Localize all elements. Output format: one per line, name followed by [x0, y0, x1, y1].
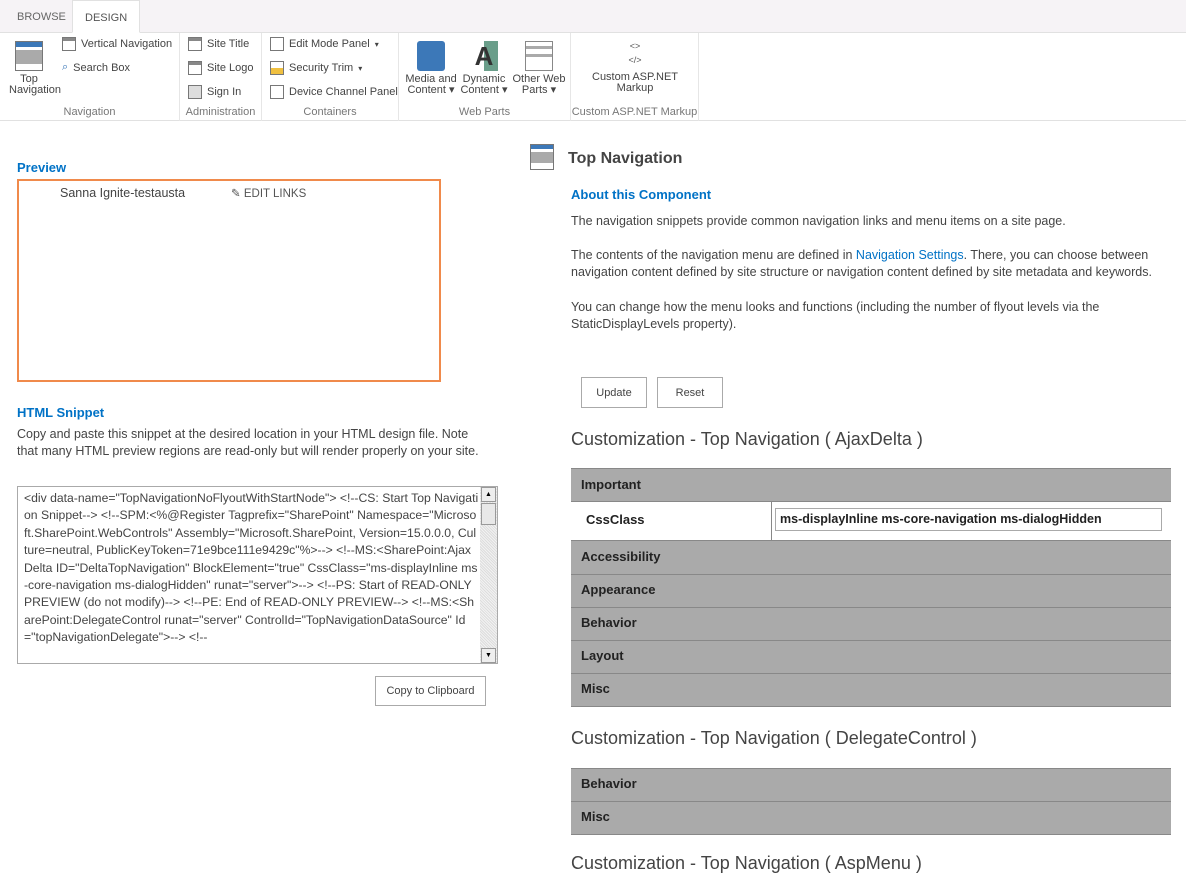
edit-links-label: EDIT LINKS	[243, 188, 307, 200]
sign-in-button[interactable]	[188, 85, 241, 99]
copy-to-clipboard-button[interactable]: Copy to Clipboard	[375, 676, 486, 706]
tab-design[interactable]: DESIGN	[72, 0, 140, 33]
about-p2-text-end: . There, you can choose between navigation content defined by site structure or navigation content defined by site metadata and keywords.	[571, 248, 1152, 279]
code-icon: <> </>	[628, 41, 642, 65]
navigation-group-label: Navigation	[63, 106, 116, 118]
chevron-down-icon: ▾	[358, 63, 363, 73]
section-accessibility[interactable]: Accessibility	[571, 540, 1171, 574]
sign-in-icon	[188, 85, 202, 99]
pencil-icon: ✎	[231, 188, 241, 200]
vertical-navigation-label: Vertical Navigation	[81, 38, 173, 50]
snippet-description: Copy and paste this snippet at the desired location in your HTML design file. Note that many HTML preview regions are read-only but will render properly on your site.	[17, 427, 479, 458]
web-part-icon	[525, 41, 553, 71]
ribbon	[0, 33, 1186, 121]
navigation-group	[0, 33, 180, 121]
media-and-content-button[interactable]: Media and Content ▾	[403, 41, 459, 96]
site-name-link[interactable]: Sanna Ignite-testausta	[60, 186, 186, 200]
ribbon-tabs	[0, 0, 1186, 33]
about-p2-text: The contents of the navigation menu are defined in	[571, 248, 856, 262]
scroll-up-icon[interactable]: ▲	[481, 487, 496, 502]
top-navigation-button[interactable]	[2, 41, 61, 96]
tab-browse[interactable]: BROWSE	[17, 11, 66, 23]
web-parts-group-label: Web Parts	[458, 106, 511, 118]
chevron-down-icon: ▾	[374, 39, 379, 49]
top-navigation-label: Top Navigation	[9, 73, 61, 96]
site-logo-icon	[188, 61, 202, 75]
section-behavior[interactable]: Behavior	[571, 607, 1171, 640]
section-behavior-2[interactable]: Behavior	[571, 768, 1171, 801]
snippet-textarea[interactable]	[17, 486, 498, 664]
speaker-icon	[417, 41, 445, 71]
other-web-parts-button[interactable]: Other Web Parts ▾	[511, 41, 567, 96]
reset-button[interactable]: Reset	[657, 377, 723, 408]
edit-mode-panel-icon	[270, 37, 284, 51]
snippet-code[interactable]: <div data-name="TopNavigationNoFlyoutWithStartNode"> <!--CS: Start Top Navigation Snippet--> <!--SPM:<%@Register Tagprefix="SharePoint" Namespace="Microsoft.SharePoint.WebControls" Assembly="Microsoft.SharePoint, Version=15.0.0.0, Culture=neutral, PublicKeyToken=71e9bce111e9429c"%>--> <!--MS:<SharePoint:AjaxDelta ID="DeltaTopNavigation" BlockElement="true" CssClass="ms-displayInline ms-core-navigation ms-dialogHidden" runat="server">--> <!--PS: Start of READ-ONLY PREVIEW (do not modify)--> <!--PE: End of READ-ONLY PREVIEW--> <!--MS:<SharePoint:DelegateControl runat="server" ControlId="TopNavigationDataSource" Id="topNavigationDelegate">--> <!--	[24, 491, 479, 645]
custom-asp-net-markup-label: Custom ASP.NET Markup	[592, 71, 678, 94]
containers-group-label: Containers	[303, 106, 357, 118]
preview-area	[17, 179, 441, 382]
media-and-content-label: Media and Content	[405, 73, 457, 96]
device-channel-panel-label: Device Channel Panel	[289, 86, 398, 98]
administration-group-label: Administration	[185, 106, 256, 118]
site-logo-label: Site Logo	[207, 62, 254, 74]
section-misc-2[interactable]: Misc	[571, 801, 1171, 835]
search-box-button[interactable]	[62, 61, 130, 74]
site-logo-button[interactable]	[188, 61, 253, 75]
security-trim-label: Security Trim	[289, 62, 354, 74]
scroll-down-icon[interactable]: ▼	[481, 648, 496, 663]
section-important[interactable]: Important	[571, 468, 1171, 501]
component-title: Top Navigation	[568, 150, 683, 167]
vertical-navigation-button[interactable]	[62, 37, 172, 51]
site-title-icon	[188, 37, 202, 51]
preview-heading: Preview	[17, 160, 67, 175]
divider	[771, 502, 772, 541]
edit-mode-panel-label: Edit Mode Panel	[289, 38, 370, 50]
component-icon	[530, 144, 554, 170]
about-heading: About this Component	[571, 187, 712, 202]
other-web-parts-label: Other Web Parts	[512, 73, 566, 96]
search-icon: ⌕	[62, 61, 69, 73]
section-misc[interactable]: Misc	[571, 673, 1171, 707]
about-p1: The navigation snippets provide common navigation links and menu items on a site page.	[571, 214, 1066, 228]
scroll-thumb[interactable]	[481, 503, 496, 525]
cssclass-row	[571, 501, 1171, 540]
dynamic-content-button[interactable]: A Dynamic Content ▾	[460, 41, 508, 96]
cssclass-label: CssClass	[586, 512, 645, 527]
site-title-label: Site Title	[207, 38, 250, 50]
section-layout[interactable]: Layout	[571, 640, 1171, 673]
custom-markup-group	[571, 33, 699, 121]
dynamic-content-icon: A	[470, 41, 498, 71]
snippet-scrollbar[interactable]	[480, 487, 497, 663]
custom-markup-group-label: Custom ASP.NET Markup	[571, 106, 698, 118]
security-trim-button[interactable]	[270, 61, 362, 75]
containers-group	[262, 33, 399, 121]
html-snippet-heading: HTML Snippet	[17, 405, 105, 420]
about-p3: You can change how the menu looks and functions (including the number of flyout levels via the StaticDisplayLevels property).	[571, 300, 1100, 331]
sign-in-label: Sign In	[207, 86, 242, 98]
web-parts-group	[399, 33, 571, 121]
device-channel-panel-icon	[270, 85, 284, 99]
customization-aspmenu-heading: Customization - Top Navigation ( AspMenu )	[571, 853, 922, 873]
cssclass-input[interactable]: ms-displayInline ms-core-navigation ms-dialogHidden	[775, 508, 1162, 531]
about-p2	[571, 247, 1186, 281]
vertical-navigation-icon	[62, 37, 76, 51]
site-title-button[interactable]	[188, 37, 249, 51]
device-channel-panel-button[interactable]	[270, 85, 398, 99]
edit-mode-panel-button[interactable]	[270, 37, 379, 51]
navigation-settings-link[interactable]: Navigation Settings	[855, 248, 964, 262]
search-box-label: Search Box	[73, 61, 131, 74]
custom-asp-net-markup-button[interactable]	[591, 39, 679, 94]
update-button[interactable]: Update	[581, 377, 647, 408]
customization-ajaxdelta-heading: Customization - Top Navigation ( AjaxDelta )	[571, 429, 923, 449]
customization-delegatecontrol-heading: Customization - Top Navigation ( DelegateControl )	[571, 728, 977, 748]
administration-group	[180, 33, 262, 121]
top-navigation-icon	[15, 41, 43, 71]
section-appearance[interactable]: Appearance	[571, 574, 1171, 607]
edit-links-button[interactable]	[231, 186, 306, 203]
lock-icon	[270, 61, 284, 75]
dynamic-content-label: Dynamic Content	[460, 73, 506, 96]
